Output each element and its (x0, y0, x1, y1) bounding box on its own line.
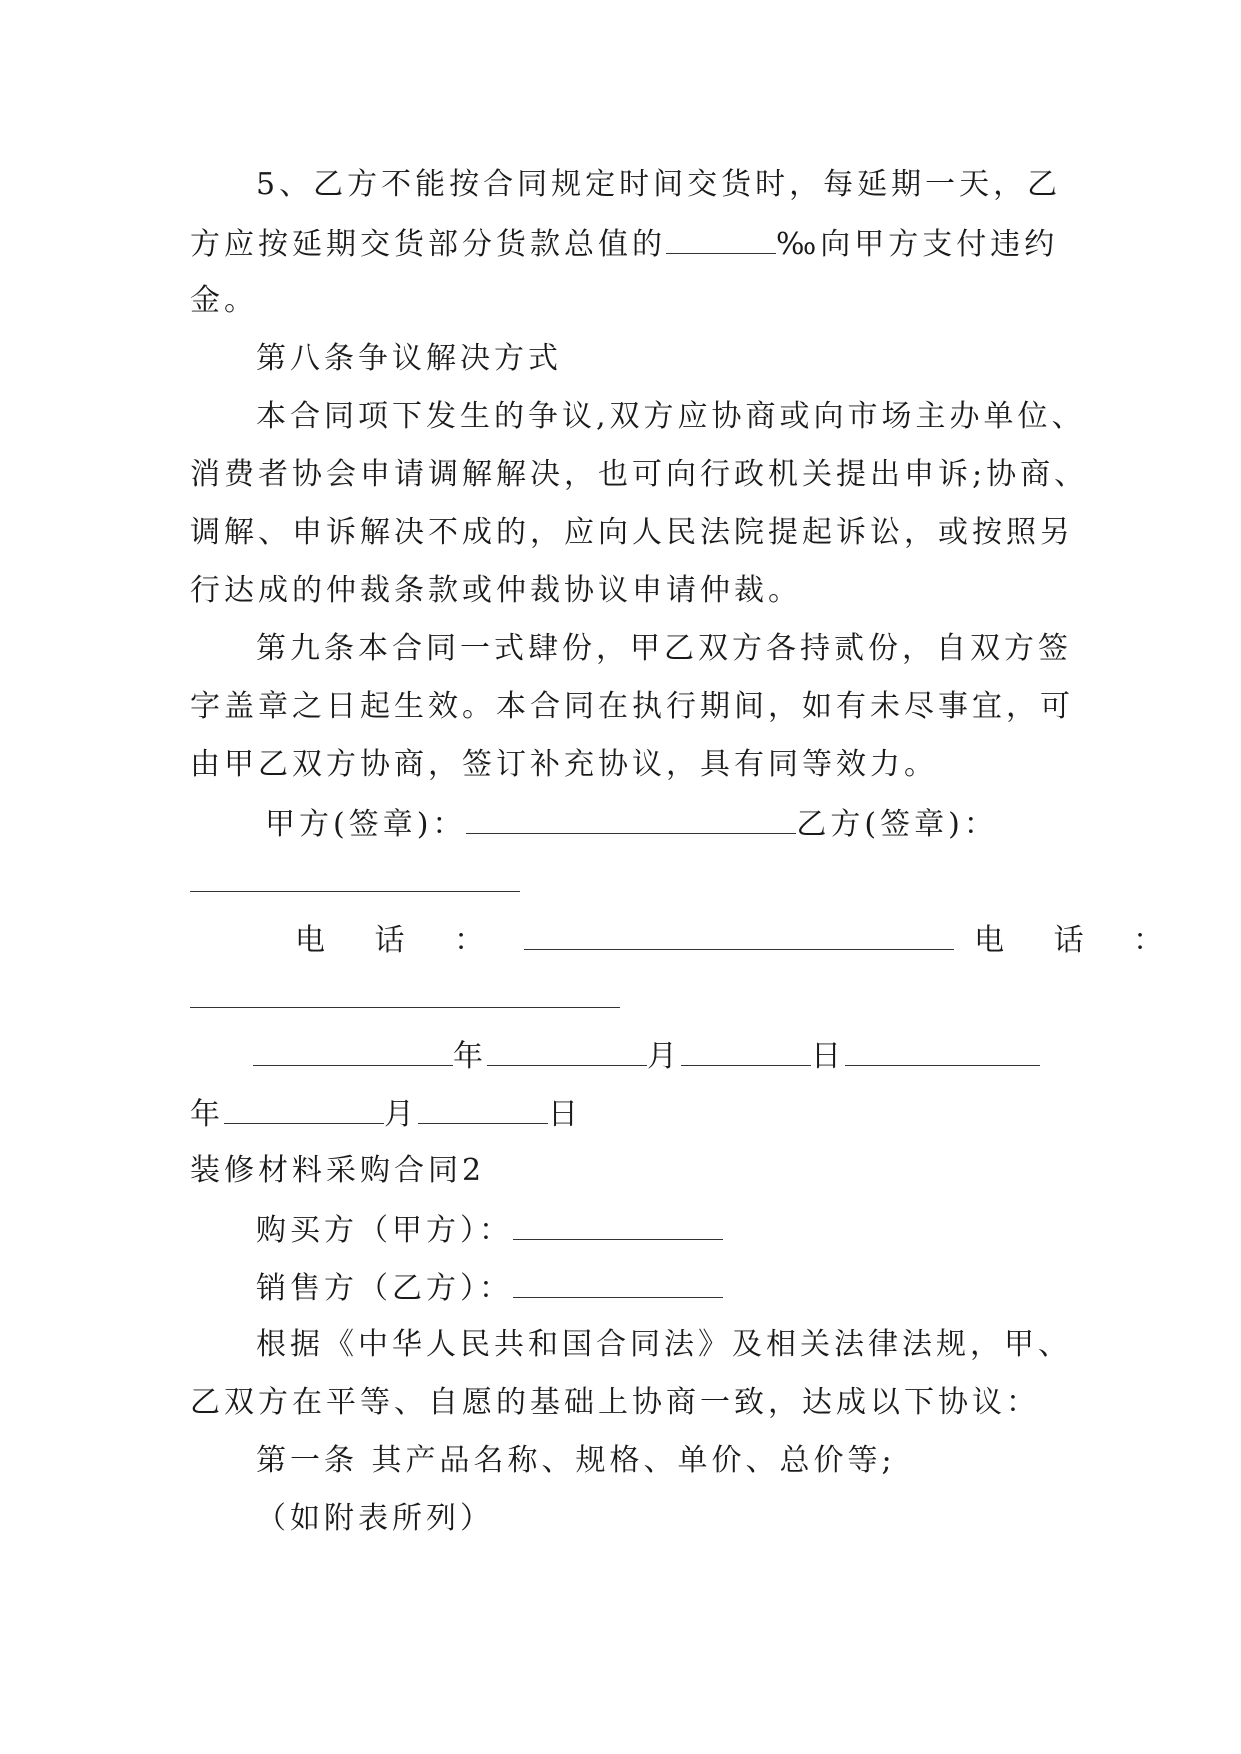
article9-line1: 第九条本合同一式肆份，甲乙双方各持贰份，自双方签 (256, 631, 1072, 666)
day-label-b: 日 (548, 1097, 582, 1132)
year-label-b: 年 (190, 1097, 224, 1132)
article8-heading: 第八条争议解决方式 (256, 341, 562, 376)
party-b-day-blank (418, 1093, 548, 1124)
article8-line1: 本合同项下发生的争议,双方应协商或向市场主办单位、 (256, 399, 1086, 434)
party-a-month-blank (487, 1035, 647, 1066)
party-a-phone-blank (524, 919, 954, 950)
penalty-rate-blank (666, 223, 776, 254)
date-line-a (253, 1035, 1123, 1077)
party-b-sign-blank (190, 861, 520, 892)
party-b-phone-label: 电 话 ： (974, 923, 1184, 958)
date-line-b (190, 1093, 1060, 1135)
party-b-phone-line (190, 977, 1060, 1019)
month-label: 月 (647, 1039, 681, 1074)
seller-line (256, 1267, 1126, 1309)
party-b-phone-blank (190, 977, 620, 1008)
party-a-sign-label: 甲方(签章)： (265, 807, 467, 842)
buyer-line (256, 1209, 1126, 1251)
intro-line2: 乙双方在平等、自愿的基础上协商一致，达成以下协议： (190, 1385, 1040, 1420)
seller-blank (513, 1267, 723, 1298)
clause5-line1: 5、乙方不能按合同规定时间交货时，每延期一天，乙 (256, 167, 1062, 202)
year-label: 年 (453, 1039, 487, 1074)
clause5-line2 (190, 223, 1060, 265)
day-label: 日 (811, 1039, 845, 1074)
party-a-sign-blank (466, 803, 796, 834)
party-a-phone-label: 电 话 ： (295, 923, 505, 958)
signature-party-line (265, 803, 1135, 845)
article8-line4: 行达成的仲裁条款或仲裁协议申请仲裁。 (190, 573, 802, 608)
month-label-b: 月 (384, 1097, 418, 1132)
buyer-label: 购买方（甲方）： (256, 1213, 513, 1248)
article8-line2: 消费者协会申请调解解决，也可向行政机关提出申诉;协商、 (190, 457, 1089, 492)
phone-line (295, 919, 1184, 961)
contract2-title: 装修材料采购合同2 (190, 1153, 486, 1188)
clause5-line2-text-b: ‰向甲方支付违约 (776, 227, 1059, 262)
article1-line: 第一条 其产品名称、规格、单价、总价等; (256, 1443, 896, 1478)
article9-line2: 字盖章之日起生效。本合同在执行期间，如有未尽事宜，可 (190, 689, 1074, 724)
article9-line3: 由甲乙双方协商，签订补充协议，具有同等效力。 (190, 747, 938, 782)
party-b-sign-line (190, 861, 1060, 903)
party-a-year-blank (253, 1035, 453, 1066)
buyer-blank (513, 1209, 723, 1240)
clause5-line3: 金。 (190, 283, 258, 318)
attachment-note: （如附表所列） (256, 1501, 494, 1536)
article8-line3: 调解、申诉解决不成的，应向人民法院提起诉讼，或按照另 (190, 515, 1074, 550)
intro-line1: 根据《中华人民共和国合同法》及相关法律法规，甲、 (256, 1327, 1072, 1362)
clause5-line2-text-a: 方应按延期交货部分货款总值的 (190, 227, 666, 262)
party-b-year-blank (845, 1035, 1040, 1066)
party-b-month-blank (224, 1093, 384, 1124)
party-b-sign-label: 乙方(签章)： (796, 807, 998, 842)
party-a-day-blank (681, 1035, 811, 1066)
seller-label: 销售方（乙方）： (256, 1271, 513, 1306)
